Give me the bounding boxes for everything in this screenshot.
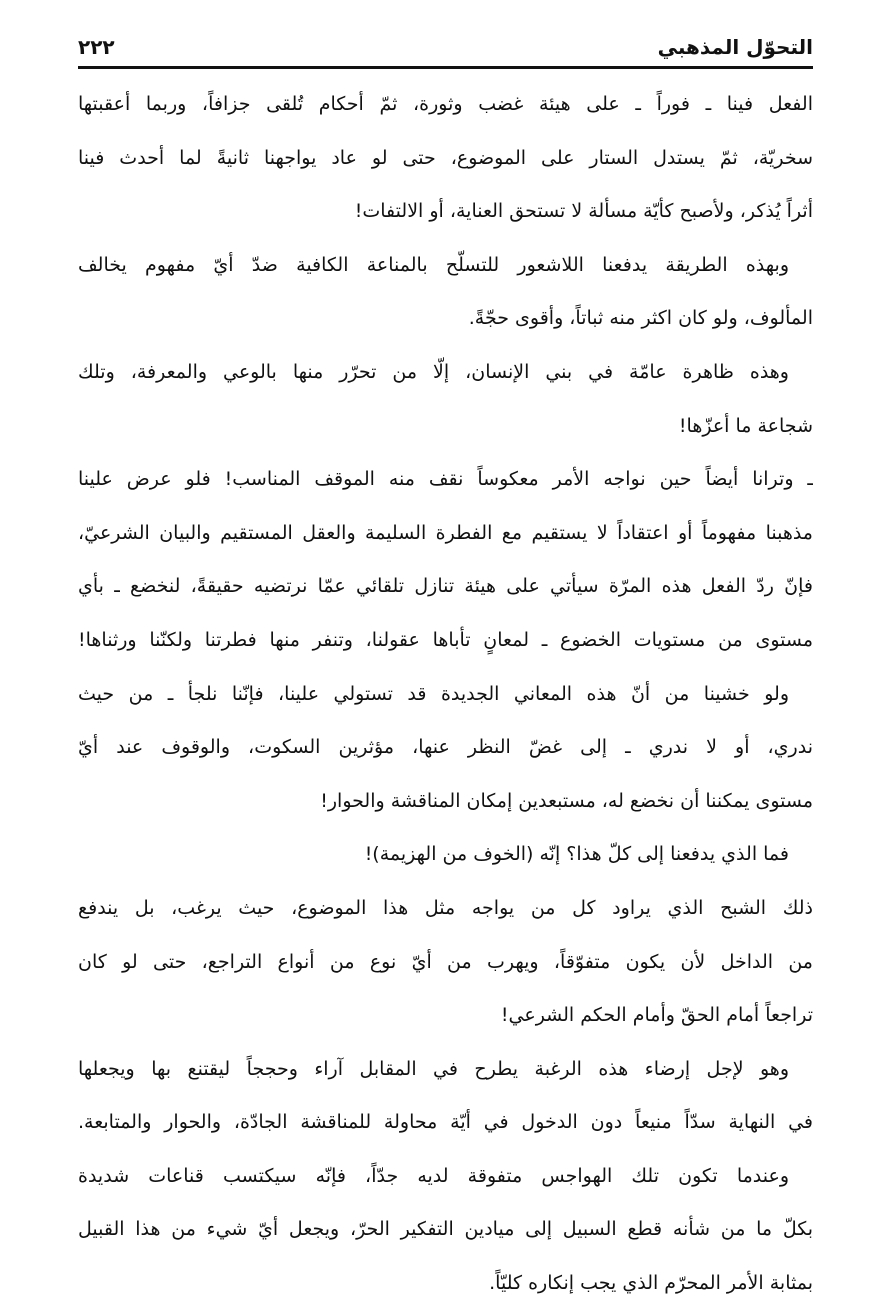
page-number: ٢٢٢ xyxy=(78,35,115,59)
text-line: مستوى يمكننا أن نخضع له، مستبعدين إمكان المناقشة والحوار! xyxy=(320,789,813,812)
text-line: ذلك الشبح الذي يراود كل من يواجه مثل هذا الموضوع، حيث يرغب، بل يندفع xyxy=(78,896,813,919)
text-line: بمثابة الأمر المحرّم الذي يجب إنكاره كليّاً. xyxy=(489,1272,813,1295)
header-divider xyxy=(78,66,813,69)
text-line: فما الذي يدفعنا إلى كلّ هذا؟ إنّه (الخوف من الهزيمة)! xyxy=(364,843,789,866)
running-title: التحوّل المذهبي xyxy=(657,35,813,59)
text-line: الفعل فينا ـ فوراً ـ على هيئة غضب وثورة، ثمّ أحكام تُلقى جزافاً، وربما أعقبتها xyxy=(78,93,813,115)
text-line: من الداخل لأن يكون متفوّقاً، ويهرب من أيّ نوع من أنواع التراجع، حتى لو كان xyxy=(78,950,813,973)
text-line: فإنّ ردّ الفعل هذه المرّة سيأتي على هيئة تنازل تلقائي عمّا نرتضيه حقيقةً، لنخضع ـ بأي xyxy=(78,575,813,598)
text-line: ـ وترانا أيضاً حين نواجه الأمر معكوساً نقف منه الموقف المناسب! فلو عرض علينا xyxy=(78,468,813,491)
text-line: مستوى من مستويات الخضوع ـ لمعانٍ تأباها عقولنا، وتنفر منها فطرتنا ولكنّنا ورثناها! xyxy=(78,628,813,651)
page-header xyxy=(78,28,813,68)
text-line: وهو لإجل إرضاء هذه الرغبة يطرح في المقابل آراء وحججاً ليقتنع بها ويجعلها xyxy=(78,1057,789,1080)
text-line: وبهذه الطريقة يدفعنا اللاشعور للتسلّح بالمناعة الكافية ضدّ أيّ مفهوم يخالف xyxy=(78,253,789,276)
text-line: شجاعة ما أعزّها! xyxy=(678,414,813,437)
text-line: ندري، أو لا ندري ـ إلى غضّ النظر عنها، مؤثرين السكوت، والوقوف عند أيّ xyxy=(78,736,813,759)
text-line: وهذه ظاهرة عامّة في بني الإنسان، إلّا من تحرّر منها بالوعي والمعرفة، وتلك xyxy=(78,360,789,383)
text-line: تراجعاً أمام الحقّ وأمام الحكم الشرعي! xyxy=(500,1004,813,1027)
body-text xyxy=(78,78,813,1311)
text-line: أثراً يُذكر، ولأصبح كأيّة مسألة لا تستحق العناية، أو الالتفات! xyxy=(354,200,813,223)
text-line: سخريّة، ثمّ يستدل الستار على الموضوع، حتى لو عاد يواجهنا ثانيةً لما أحدث فينا xyxy=(78,146,813,169)
text-line: مذهبنا مفهوماً أو اعتقاداً لا يستقيم مع الفطرة السليمة والعقل المستقيم والبيان الشرعيّ، xyxy=(78,521,813,544)
text-line: في النهاية سدّاً منيعاً دون الدخول في أيّة محاولة للمناقشة الجادّة، والحوار والمتابعة. xyxy=(78,1111,813,1134)
text-line: وعندما تكون تلك الهواجس متفوقة لديه جدّاً، فإنّه سيكتسب قناعات شديدة xyxy=(78,1164,789,1187)
text-line: المألوف، ولو كان اكثر منه ثباتاً، وأقوى حجّةً. xyxy=(468,307,813,330)
text-line: بكلّ ما من شأنه قطع السبيل إلى ميادين التفكير الحرّ، ويجعل أيّ شيء من هذا القبيل xyxy=(78,1218,813,1241)
text-line: ولو خشينا من أنّ هذه المعاني الجديدة قد تستولي علينا، فإنّنا نلجأ ـ من حيث xyxy=(78,682,789,705)
